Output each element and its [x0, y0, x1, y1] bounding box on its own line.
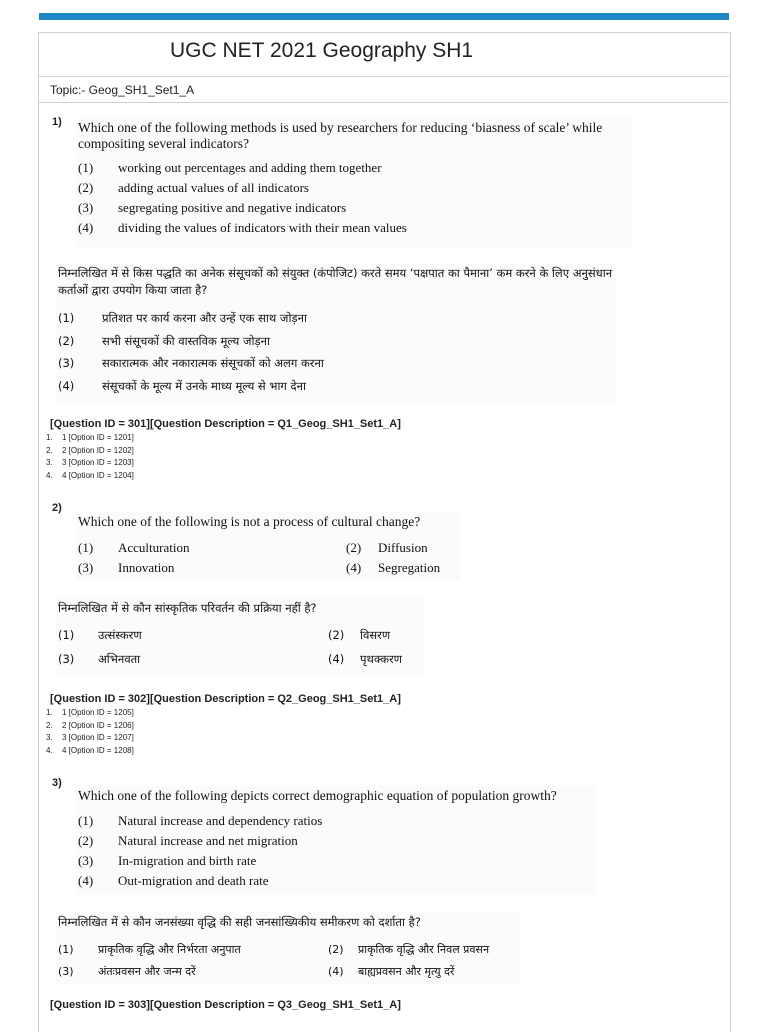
option-item: (4) dividing the values of indicators with their mean values: [78, 220, 407, 235]
option-item: (3) अंतःप्रवसन और जन्म दरें: [58, 965, 196, 978]
question-3-hindi-block: [56, 912, 520, 984]
question-text: निम्नलिखित में से कौन सांस्कृतिक परिवर्तन की प्रक्रिया नहीं है?: [58, 601, 317, 615]
title-row: [38, 32, 729, 77]
question-1-english-block: [76, 118, 632, 248]
option-item: (3) Innovation: [78, 560, 175, 575]
option-item: (2) Natural increase and net migration: [78, 833, 298, 848]
option-item: (1) प्रतिशत पर कार्य करना और उन्हें एक साथ जोड़ना: [58, 311, 307, 325]
page-title: UGC NET 2021 Geography SH1: [170, 39, 474, 62]
option-item: (4) संसूचकों के मूल्य में उनके माध्य मूल्य से भाग देना: [58, 378, 307, 393]
option-item: (1) Acculturation: [78, 540, 190, 555]
list-item: 1. 1 [Option ID = 1201]: [46, 433, 134, 442]
option-item: (4) Segregation: [346, 560, 441, 575]
option-id-list: [46, 707, 134, 757]
option-item: (3) In-migration and birth rate: [78, 853, 257, 868]
topic-label: Topic:- Geog_SH1_Set1_A: [50, 83, 195, 97]
question-text: निम्नलिखित में से किस पद्धति का अनेक संसूचकों को संयुक्त (कंपोजिट) करते समय ‘पक्षपात का पैमाना’ कम करने के लिए अनुसंधान कर्ताओं द्वारा उपयोग किया जाता है?: [58, 266, 613, 297]
option-item: (2) विसरण: [328, 628, 391, 642]
question-text: Which one of the following depicts correct demographic equation of population growth?: [78, 788, 557, 803]
topic-row: [38, 75, 729, 103]
question-text: Which one of the following is not a process of cultural change?: [78, 514, 421, 529]
question-1-hindi-block: [56, 263, 616, 405]
option-item: (1) Natural increase and dependency ratios: [78, 813, 323, 828]
question-text: निम्नलिखित में से कौन जनसंख्या वृद्धि की सही जनसांख्यिकीय समीकरण को दर्शाता है?: [58, 915, 421, 929]
option-item: (3) अभिनवता: [58, 652, 141, 666]
question-number: 3): [52, 777, 62, 789]
question-2-hindi-block: [56, 598, 424, 676]
list-item: 4. 4 [Option ID = 1208]: [46, 745, 134, 755]
list-item: 3. 3 [Option ID = 1203]: [46, 458, 134, 467]
question-meta: [Question ID = 303][Question Description = Q3_Geog_SH1_Set1_A]: [50, 999, 401, 1011]
question-number: 2): [52, 502, 62, 514]
option-item: (2) Diffusion: [346, 540, 428, 555]
list-item: 2. 2 [Option ID = 1206]: [46, 720, 134, 730]
option-item: (2) प्राकृतिक वृद्धि और निवल प्रवसन: [328, 943, 490, 956]
option-item: (2) adding actual values of all indicators: [78, 180, 309, 195]
list-item: 2. 2 [Option ID = 1202]: [46, 445, 134, 455]
option-item: (4) पृथक्करण: [328, 652, 402, 666]
option-id-list: [46, 432, 134, 482]
question-meta: [Question ID = 302][Question Description = Q2_Geog_SH1_Set1_A]: [50, 693, 401, 705]
list-item: 1. 1 [Option ID = 1205]: [46, 708, 134, 717]
list-item: 4. 4 [Option ID = 1204]: [46, 470, 134, 480]
option-item: (3) सकारात्मक और नकारात्मक संसूचकों को अलग करना: [58, 356, 324, 370]
option-item: (1) working out percentages and adding them together: [78, 160, 382, 175]
option-item: (3) segregating positive and negative indicators: [78, 200, 347, 215]
option-item: (4) बाह्यप्रवसन और मृत्यु दरें: [328, 965, 455, 978]
option-item: (2) सभी संसूचकों की वास्तविक मूल्य जोड़ना: [58, 333, 271, 348]
option-item: (4) Out-migration and death rate: [78, 873, 269, 888]
question-number: 1): [52, 116, 62, 128]
top-accent-bar: [39, 13, 729, 20]
question-3-english-block: [76, 786, 596, 894]
option-item: (1) उत्संस्करण: [58, 628, 142, 642]
question-text: Which one of the following methods is used by researchers for reducing ‘biasness of scale’ while compositing several indicators?: [78, 120, 603, 151]
question-meta: [Question ID = 301][Question Description = Q1_Geog_SH1_Set1_A]: [50, 418, 401, 430]
question-2-english-block: [76, 512, 460, 580]
option-item: (1) प्राकृतिक वृद्धि और निर्भरता अनुपात: [58, 943, 241, 956]
list-item: 3. 3 [Option ID = 1207]: [46, 733, 134, 742]
